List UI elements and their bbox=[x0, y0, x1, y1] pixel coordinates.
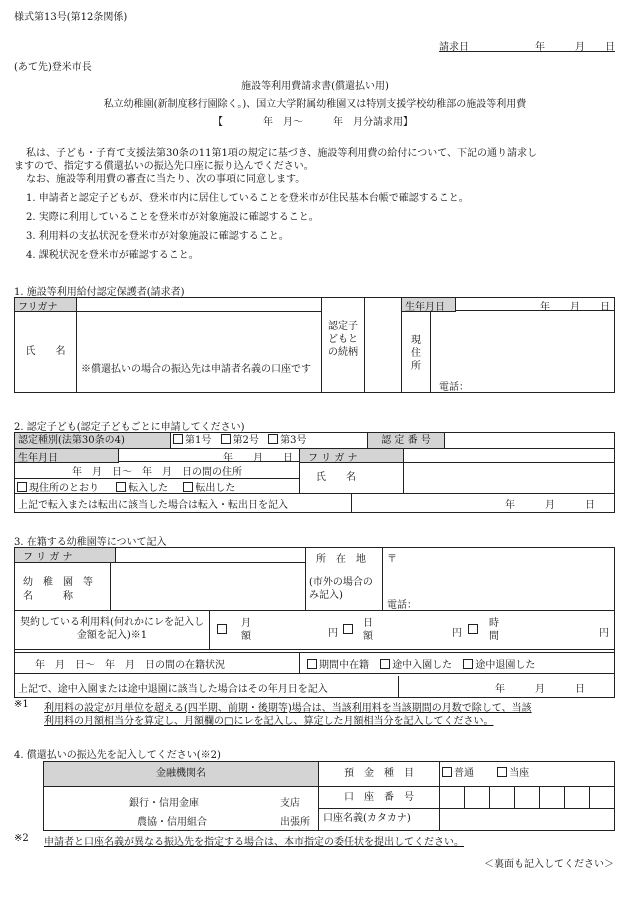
guardian-name-label: 氏 名 bbox=[15, 312, 77, 392]
child-name-label: 氏 名 bbox=[299, 463, 419, 493]
institution-label: 金融機関名 bbox=[44, 762, 318, 787]
account-holder-label: 口座名義(カタカナ) bbox=[323, 813, 411, 824]
section1-heading: 1. 施設等利用給付認定保護者(請求者) bbox=[14, 287, 185, 298]
footnote2-text: 申請者と口座名義が異なる振込先を指定する場合は、本市指定の委任状を提出してください。 bbox=[44, 837, 464, 848]
branch-label: 支店 bbox=[280, 798, 300, 809]
kinder-name-label1: 幼 稚 園 等 bbox=[23, 577, 93, 588]
move-date-input[interactable]: 年 月 日 bbox=[505, 500, 595, 511]
kinder-name-label2: 名 称 bbox=[23, 591, 73, 602]
checking-checkbox[interactable] bbox=[497, 767, 507, 777]
monthly-yen: 円 bbox=[328, 628, 338, 639]
left-label: 途中退園した bbox=[475, 660, 536, 671]
guardian-birth-label: 生年月日 bbox=[402, 298, 456, 312]
kinder-furigana-input[interactable] bbox=[111, 548, 305, 563]
monthly-checkbox[interactable] bbox=[217, 624, 227, 634]
child-furigana-label: フ リ ガ ナ bbox=[299, 449, 403, 463]
moved-out-checkbox[interactable] bbox=[183, 482, 193, 492]
account-type-label: 預 金 種 目 bbox=[319, 762, 439, 787]
kinder-furigana-label: フ リ ガ ナ bbox=[15, 548, 116, 563]
child-birth-label: 生年月日 bbox=[15, 449, 119, 463]
move-date-note: 上記で転入または転出に該当した場合は転入・転出日を記入 bbox=[18, 500, 288, 511]
location-outside-note: (市外の場合のみ記入) bbox=[309, 577, 373, 601]
footnote1-mark: ※1 bbox=[14, 699, 29, 710]
request-date-line bbox=[439, 38, 615, 52]
account-holder-input[interactable] bbox=[440, 809, 614, 830]
title-sub: 私立幼稚園(新制度移行園除く。)、国立大学附属幼稚園又は特別支援学校幼稚部の施設等利用費 bbox=[103, 99, 527, 110]
child-name-input[interactable] bbox=[403, 463, 615, 493]
kindergarten-table bbox=[14, 547, 615, 698]
hourly-checkbox[interactable] bbox=[468, 624, 478, 634]
title-period: 年 月～ 年 月分請求用】 bbox=[263, 117, 413, 128]
bank-label: 銀行・信用金庫 bbox=[129, 798, 199, 809]
relation-label-box bbox=[321, 298, 365, 392]
account-number-label: 口 座 番 号 bbox=[319, 787, 439, 809]
address-options bbox=[15, 478, 299, 494]
back-side-note: ＜裏面も記入してください＞ bbox=[484, 859, 614, 870]
postal-mark: 〒 bbox=[387, 554, 397, 565]
enrollment-period-label: 年 月 日～ 年 月 日の間の在籍状況 bbox=[35, 660, 225, 671]
category-1-checkbox[interactable] bbox=[173, 434, 183, 444]
monthly-label: 月額 bbox=[241, 618, 251, 642]
location-label: 所 在 地 bbox=[316, 554, 366, 565]
guardian-phone-label: 電話： bbox=[439, 382, 469, 393]
section2-heading: 2. 認定子ども(認定子どもごとに申請してください) bbox=[14, 422, 245, 433]
enrollment-date-note: 上記で、途中入園または途中退園に該当した場合はその年月日を記入 bbox=[18, 684, 328, 695]
move-date-row bbox=[15, 493, 614, 513]
daily-checkbox[interactable] bbox=[343, 624, 353, 634]
moved-out-label: 転出した bbox=[195, 483, 236, 494]
intro-p1b: ますので、指定する償還払いの振込先口座に振り込んでください。 bbox=[14, 161, 314, 172]
relation-label: 認定子どもとの続柄 bbox=[328, 321, 358, 358]
all-period-checkbox[interactable] bbox=[307, 659, 317, 669]
moved-in-label: 転入した bbox=[128, 483, 169, 494]
joined-checkbox[interactable] bbox=[380, 659, 390, 669]
child-birth-input[interactable]: 年 月 日 bbox=[119, 449, 299, 462]
child-furigana-input[interactable] bbox=[403, 449, 615, 463]
enrollment-date-input[interactable]: 年 月 日 bbox=[495, 684, 585, 695]
consent-item: 1. 申請者と認定子どもが、登米市内に居住していることを登米市が住民基本台帳で確認すること。 bbox=[26, 193, 469, 204]
address-label: 現住所 bbox=[411, 335, 421, 372]
office-label: 出張所 bbox=[280, 817, 310, 828]
addressee: (あて先)登米市長 bbox=[14, 62, 92, 73]
hourly-label: 時間 bbox=[489, 618, 499, 642]
category-1-label: 第1号 bbox=[185, 435, 212, 446]
footnote1-line2: 利用料の月額相当分を算定し、月額欄の□にレを記入し、算定した月額相当分を記入してください。 bbox=[44, 716, 494, 727]
checking-label: 当座 bbox=[509, 768, 530, 779]
hourly-yen: 円 bbox=[599, 628, 609, 639]
moved-in-checkbox[interactable] bbox=[116, 482, 126, 492]
guardian-furigana-input[interactable] bbox=[77, 298, 321, 312]
guardian-account-note: ※償還払いの場合の振込先は申請者名義の口座です bbox=[81, 364, 311, 375]
footnote2-mark: ※2 bbox=[14, 833, 29, 844]
consent-item: 3. 利用料の支払状況を登米市が対象施設に確認すること。 bbox=[26, 231, 289, 242]
bank-table bbox=[43, 761, 615, 831]
fee-row bbox=[15, 610, 614, 650]
address-label-box bbox=[402, 312, 431, 392]
ordinary-checkbox[interactable] bbox=[442, 767, 452, 777]
fee-label: 契約している利用料(何れかにレを記入し金額を記入)※1 bbox=[20, 617, 204, 641]
request-month: 月 bbox=[575, 42, 585, 53]
current-address-checkbox[interactable] bbox=[17, 482, 27, 492]
account-labels bbox=[318, 762, 440, 830]
current-address-label: 現住所のとおり bbox=[29, 483, 99, 494]
joined-label: 途中入園した bbox=[392, 660, 453, 671]
left-checkbox[interactable] bbox=[463, 659, 473, 669]
section4-heading: 4. 償還払いの振込先を記入してください(※2) bbox=[14, 750, 221, 761]
guardian-table bbox=[14, 297, 615, 393]
title-period-open: 【 bbox=[213, 117, 223, 128]
category-options bbox=[171, 433, 367, 449]
footnote1-line1: 利用料の設定が月単位を超える(四半期、前期・後期等)場合は、当該利用料を当該期間の月数で除して、当該 bbox=[44, 703, 532, 714]
kinder-phone-label: 電話： bbox=[387, 600, 417, 611]
cert-number-label: 認 定 番 号 bbox=[367, 433, 445, 449]
category-3-checkbox[interactable] bbox=[268, 434, 278, 444]
category-label: 認定種別(法第30条の4) bbox=[15, 433, 171, 449]
account-number-input[interactable] bbox=[440, 787, 614, 809]
consent-item: 2. 実際に利用していることを登米市が対象施設に確認すること。 bbox=[26, 212, 319, 223]
relation-input[interactable] bbox=[364, 298, 402, 392]
guardian-birth-input[interactable]: 年 月 日 bbox=[456, 298, 614, 311]
child-table bbox=[14, 432, 615, 513]
kinder-name-label-box bbox=[15, 563, 111, 610]
title-main: 施設等利用費請求書(償還払い用) bbox=[241, 81, 389, 92]
account-type-options bbox=[440, 762, 614, 787]
ordinary-label: 普通 bbox=[454, 768, 474, 779]
all-period-label: 期間中在籍 bbox=[319, 660, 369, 671]
guardian-furigana-label: フリガナ bbox=[15, 298, 77, 312]
request-day: 日 bbox=[605, 42, 615, 53]
request-year: 年 bbox=[535, 42, 545, 53]
form-number: 様式第13号(第12条関係) bbox=[14, 12, 128, 23]
agri-label: 農協・信用組合 bbox=[137, 817, 207, 828]
enrollment-row bbox=[15, 652, 614, 674]
consent-item: 4. 課税状況を登米市が確認すること。 bbox=[26, 250, 199, 261]
location-label-box bbox=[305, 548, 383, 610]
intro-p1: 私は、子ども・子育て支援法第30条の11第1項の規定に基づき、施設等利用費の給付について、下記の通り請求し bbox=[26, 148, 538, 159]
daily-label: 日額 bbox=[363, 618, 373, 642]
category-2-checkbox[interactable] bbox=[221, 434, 231, 444]
section3-heading: 3. 在籍する幼稚園等について記入 bbox=[14, 537, 167, 548]
enrollment-date-row bbox=[15, 676, 614, 697]
request-date-label: 請求日 bbox=[439, 42, 469, 53]
daily-yen: 円 bbox=[452, 628, 462, 639]
period-address-label: 年 月 日～ 年 月 日の間の住所 bbox=[72, 467, 242, 478]
category-2-label: 第2号 bbox=[232, 435, 259, 446]
cert-number-input[interactable] bbox=[445, 433, 614, 449]
category-3-label: 第3号 bbox=[280, 435, 307, 446]
intro-p2: なお、施設等利用費の審査に当たり、次の事項に同意します。 bbox=[26, 174, 306, 185]
